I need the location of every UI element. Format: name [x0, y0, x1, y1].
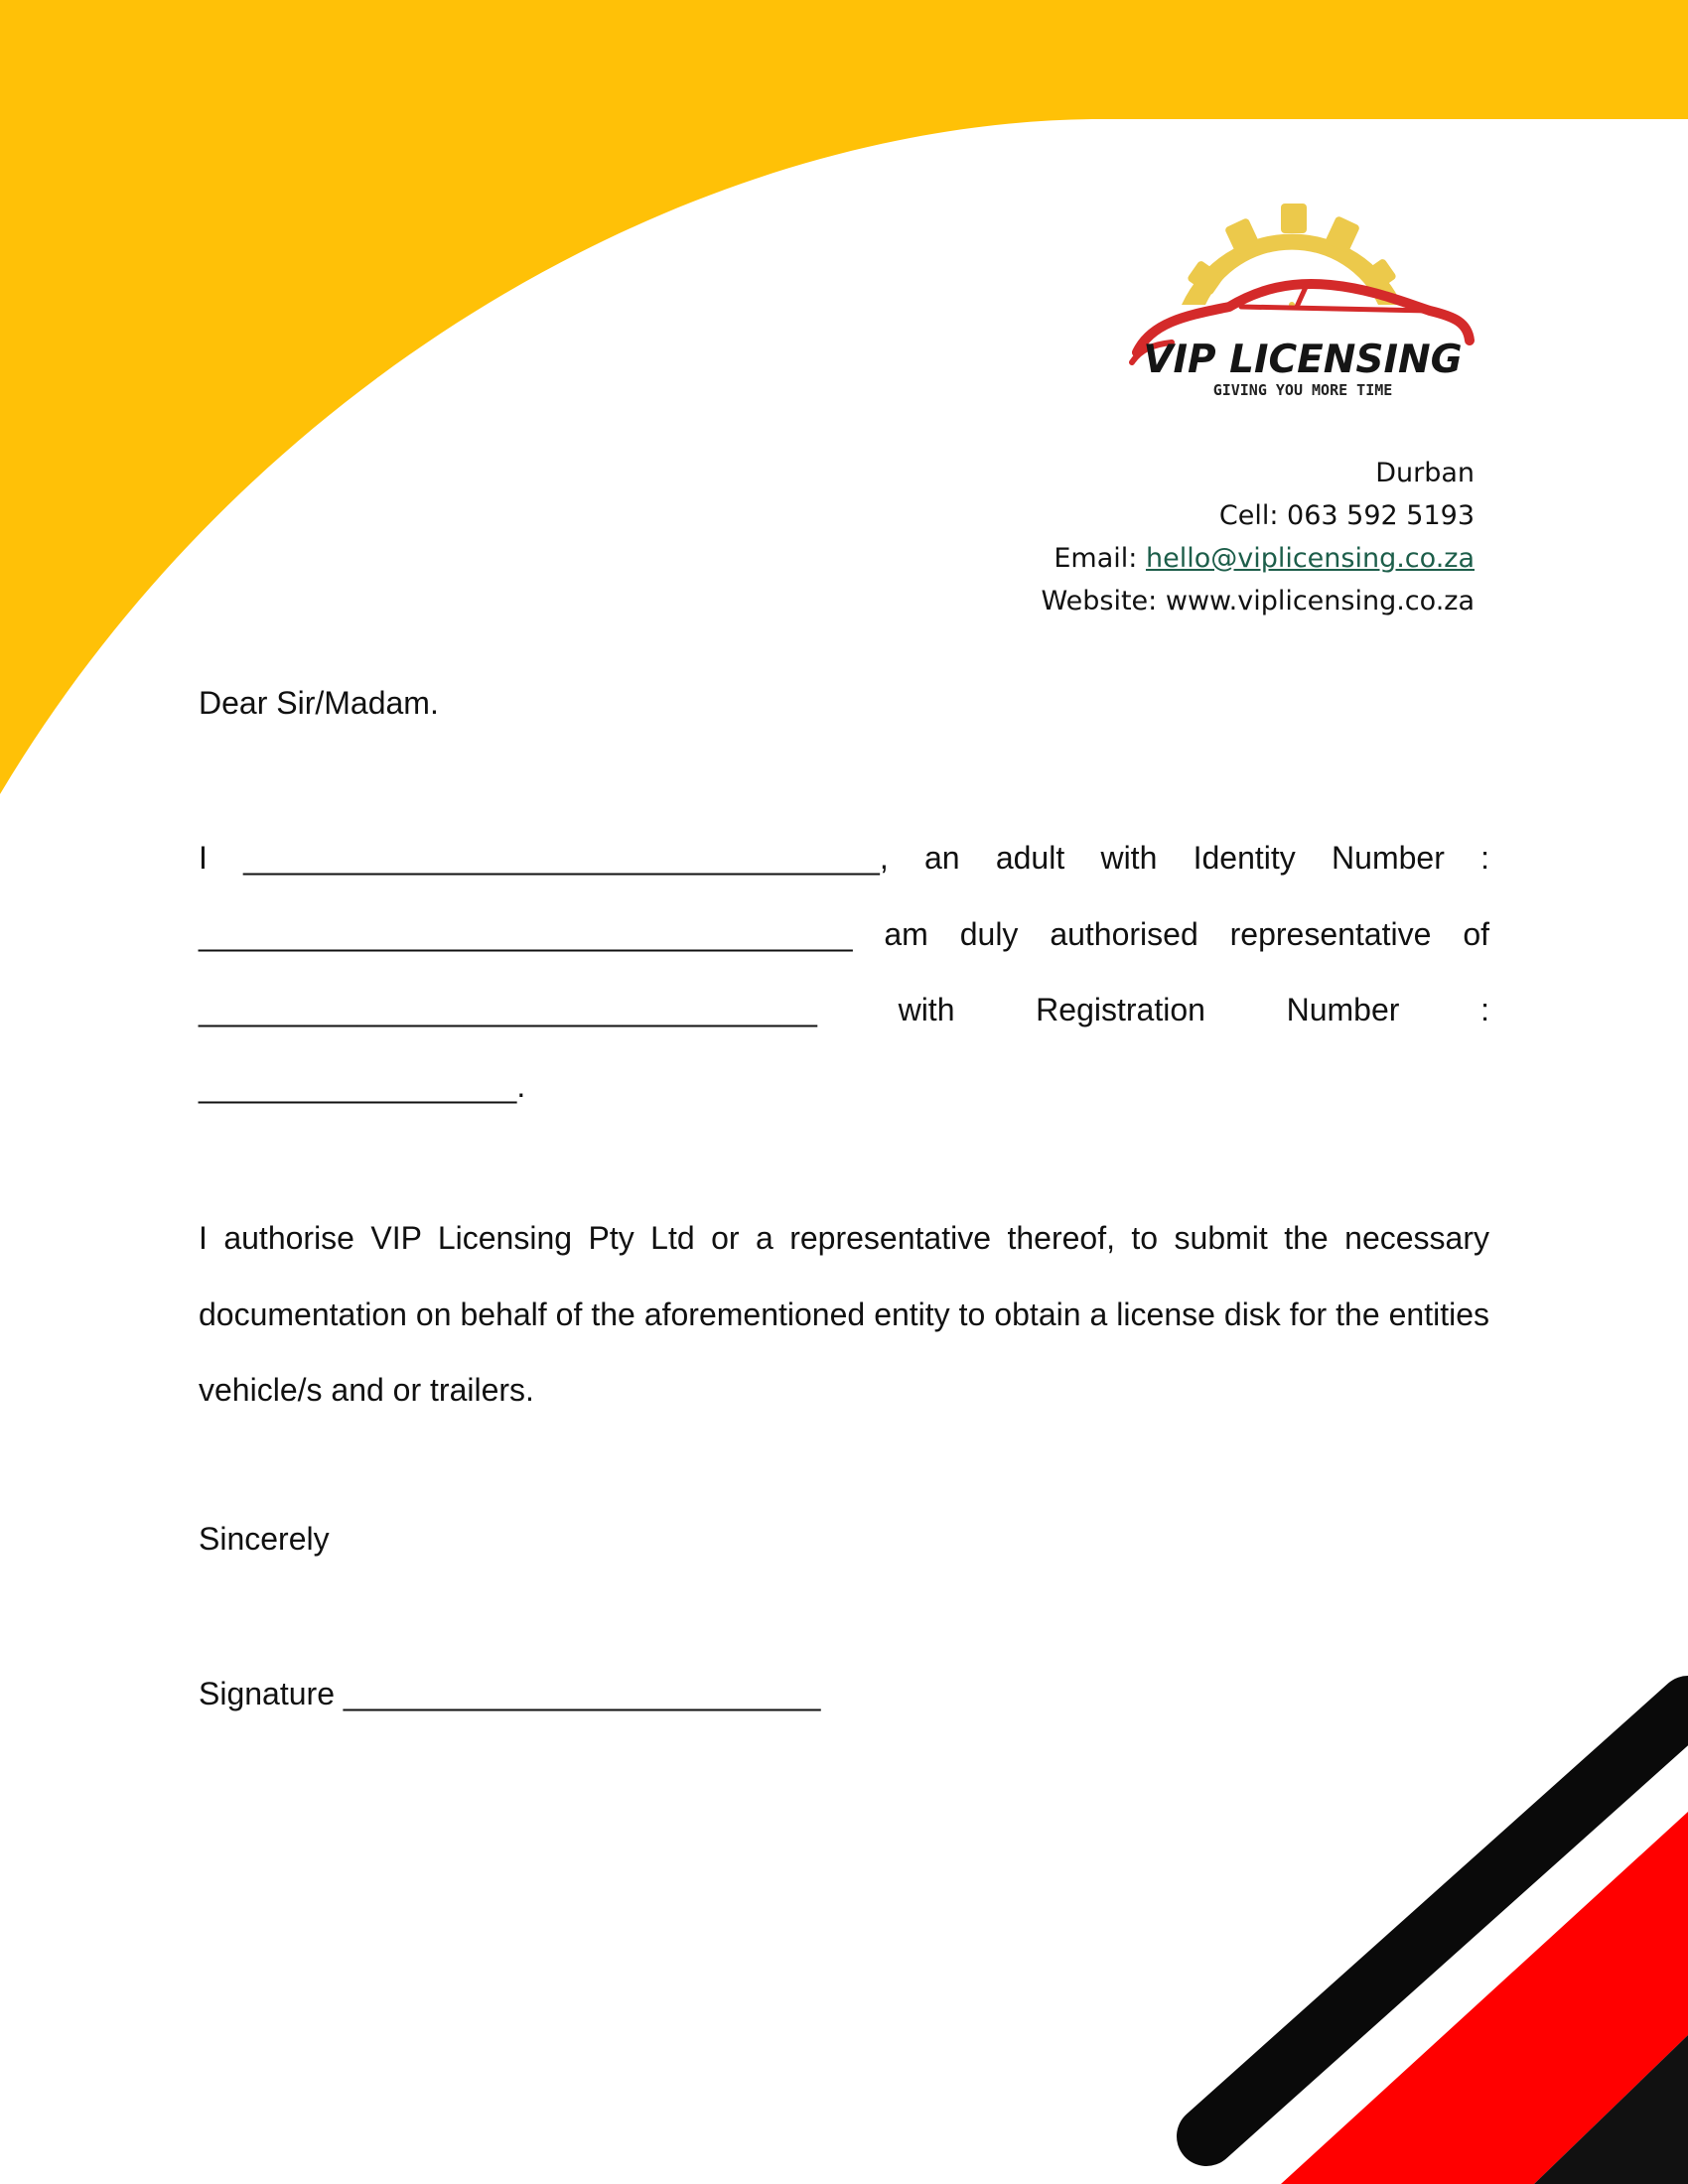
logo-brand-text: VIP LICENSING: [1143, 338, 1463, 382]
signature-line: Signature ___________________________: [199, 1676, 821, 1711]
cell-label: Cell:: [1218, 500, 1279, 531]
contact-website: [1042, 580, 1475, 622]
closing: Sincerely: [199, 1521, 330, 1557]
cell-value: 063 592 5193: [1287, 500, 1475, 531]
salutation: Dear Sir/Madam.: [199, 685, 439, 721]
authorisation-paragraph: I ____________________________________, an adult with Identity Number : _____________________________________ am duly authorised representative of ___________________________________ with Registration Number : __________________.: [199, 840, 1489, 1104]
email-link[interactable]: hello@viplicensing.co.za: [1145, 543, 1475, 574]
email-label: Email:: [1054, 543, 1138, 574]
contact-cell: [1042, 494, 1475, 537]
contact-block: [1042, 452, 1475, 622]
website-label: Website:: [1041, 586, 1158, 616]
website-value: www.viplicensing.co.za: [1165, 586, 1475, 616]
company-logo: [1132, 194, 1475, 407]
mandate-paragraph: I authorise VIP Licensing Pty Ltd or a representative thereof, to submit the necessary documentation on behalf of the aforementioned entity to obtain a license disk for the entities vehicle/s and or trailers.: [199, 1220, 1489, 1408]
contact-email: [1042, 537, 1475, 580]
contact-city: Durban: [1375, 458, 1475, 488]
logo-tagline: GIVING YOU MORE TIME: [1212, 381, 1393, 399]
